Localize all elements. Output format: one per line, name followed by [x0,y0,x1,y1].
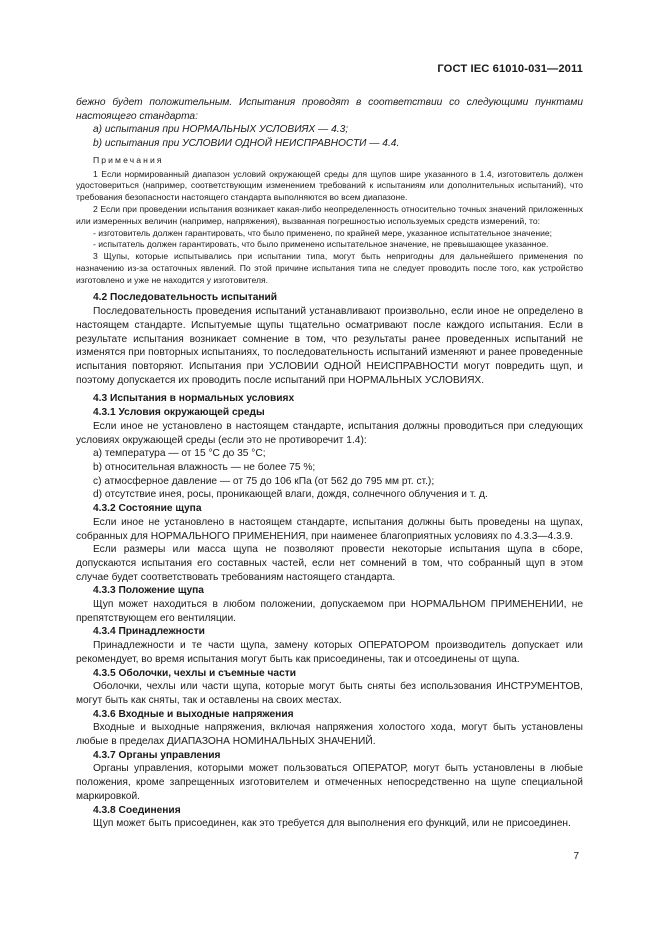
section-4-2-title: 4.2 Последовательность испытаний [93,291,278,303]
section-4-2-paragraph: Последовательность проведения испытаний устанавливают произвольно, если иное не определено в настоящем стандарте. Испытуемые щупы тщательно осматривают после каждого испытания. Если в результате испытания возникает сомнение в том, что результаты ранее проведенных испытаний не изменятся при повторных испытаниях, то последовательность испытаний изменяют и ранее проведенные испытания повторяют. Испытания при УСЛОВИИ ОДНОЙ НЕИСПРАВНОСТИ могут повредить щуп, и поэтому допускается их проводить после испытаний при НОРМАЛЬНЫХ УСЛОВИЯХ. [76,306,583,386]
notes-block [76,155,583,287]
page-content [76,96,583,831]
condition-item-b: b) относительная влажность — не более 75 %; [93,462,316,474]
section-4-3-7-title: 4.3.7 Органы управления [93,749,221,761]
section-4-3-7-paragraph: Органы управления, которыми может пользоваться ОПЕРАТОР, могут быть установлены в любые положения, кроме запрещенных изготовителем и отмеченных непосредственно на щупе специальной маркировкой. [76,763,583,802]
condition-item-d: d) отсутствие инея, росы, проникающей влаги, дождя, солнечного облучения и т. д. [93,489,488,501]
section-4-3-4-paragraph: Принадлежности и те части щупа, замену которых ОПЕРАТОРОМ производитель допускает или рекомендует, во время испытания могут быть как присоединены, так и отсоединены от щупа. [76,640,583,665]
section-4-3-8-title: 4.3.8 Соединения [93,804,181,816]
intro-paragraph: бежно будет положительным. Испытания проводят в соответствии со следующими пунктами настоящего стандарта: [76,97,583,122]
section-4-3-3-title: 4.3.3 Положение щупа [93,585,204,597]
section-4-3-6-paragraph: Входные и выходные напряжения, включая напряжения холостого хода, могут быть установлены любые в пределах ДИАПАЗОНА НОМИНАЛЬНЫХ ЗНАЧЕНИЙ. [76,722,583,748]
note-3: 3 Щупы, которые испытывались при испытании типа, могут быть непригодны для дальнейшего применения по назначению из-за остаточных явлений. По этой причине испытания типа не следует проводить после того, как устройство изготовлено и уже не находится у изготовителя. [76,251,583,285]
notes-heading: Примечания [93,154,164,165]
note-2-dash-1: - изготовитель должен гарантировать, что было применено, по крайней мере, указанное испытательное значение; [93,227,553,238]
section-4-3-1-paragraph: Если иное не установлено в настоящем стандарте, испытания должны проводиться при следующих условиях окружающей среды (если это не противоречит 1.4): [76,420,583,446]
note-2-dash-2: - испытатель должен гарантировать, что было применено испытательное значение, не превышающее указанное. [93,239,549,250]
section-4-3-6-title: 4.3.6 Входные и выходные напряжения [93,708,294,720]
section-4-3-title: 4.3 Испытания в нормальных условиях [93,392,295,404]
section-4-3-2-title: 4.3.2 Состояние щупа [93,503,202,515]
doc-header: ГОСТ IEC 61010-031—2011 [437,63,583,75]
section-4-3-3-paragraph: Щуп может находиться в любом положении, допускаемом при НОРМАЛЬНОМ ПРИМЕНЕНИИ, не препятствующем его вентиляции. [76,599,583,624]
intro-item-b: b) испытания при УСЛОВИИ ОДНОЙ НЕИСПРАВНОСТИ — 4.4. [93,138,400,150]
section-4-3-2-paragraph-2: Если размеры или масса щупа не позволяют провести некоторые испытания щупа в сборе, допускаются испытания его составных частей, если нет сомнений в том, что собранный щуп в этом случае будет соответствовать требованиям настоящего стандарта. [76,544,583,583]
section-4-3-5-title: 4.3.5 Оболочки, чехлы и съемные части [93,667,296,679]
intro-item-a: a) испытания при НОРМАЛЬНЫХ УСЛОВИЯХ — 4.3; [93,124,349,136]
note-2: 2 Если при проведении испытания возникает какая-либо неопределенность относительно точных значений приложенных или измеренных величин (например, напряжения), вызванная погрешностью используемых средств измерений, то: [76,204,583,226]
page-number: 7 [573,851,579,862]
section-4-3-2-paragraph-1: Если иное не установлено в настоящем стандарте, испытания должны быть проведены на щупах, собранных для НОРМАЛЬНОГО ПРИМЕНЕНИЯ, при наименее благоприятных условиях по 4.3.3—4.3.9. [76,516,583,542]
condition-item-a: a) температура — от 15 °С до 35 °С; [93,448,266,460]
note-1: 1 Если нормированный диапазон условий окружающей среды для щупов шире указанного в 1.4, изготовитель должен удостовериться (например, соответствующим изменением требований к испытаниям или дополнительных испытаний), что требования безопасности настоящего стандарта выполняются во всем диапазоне. [76,168,583,203]
section-4-3-1-title: 4.3.1 Условия окружающей среды [93,407,265,419]
section-4-3-8-paragraph: Щуп может быть присоединен, как это требуется для выполнения его функций, или не присоединен. [93,818,571,830]
condition-item-c: c) атмосферное давление — от 75 до 106 кПа (от 562 до 795 мм рт. ст.); [93,475,435,487]
section-4-3-4-title: 4.3.4 Принадлежности [93,626,205,638]
section-4-3-5-paragraph: Оболочки, чехлы или части щупа, которые могут быть сняты без использования ИНСТРУМЕНТОВ, могут быть как сняты, так и оставлены на своих местах. [76,681,583,706]
